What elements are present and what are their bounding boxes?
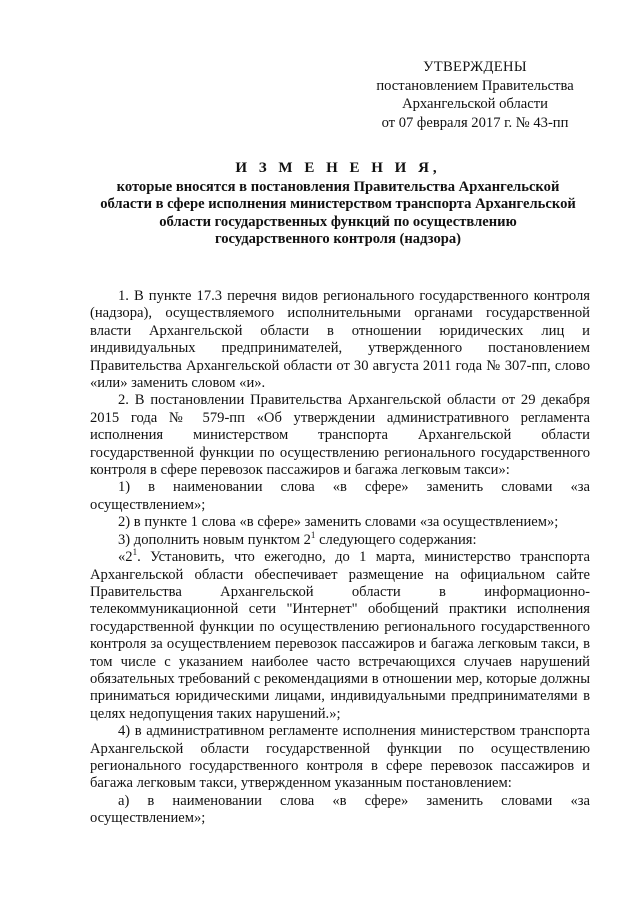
paragraph-2: 2. В постановлении Правительства Архангельской области от 29 декабря 2015 года № 579-пп «Об утверждении административного регламента исполнения министерством транспорта Архангельской области государственной функции по осуществлению регионального государственного контроля в сфере перевозок пассажиров и багажа легковым такси»: bbox=[90, 392, 590, 479]
document-title bbox=[86, 160, 590, 249]
paragraph-5-superscript: 1 bbox=[310, 529, 316, 540]
paragraph-5-text: 3) дополнить новым пунктом 2 bbox=[118, 531, 311, 548]
title-heading: И З М Е Н Е Н И Я, bbox=[235, 160, 441, 176]
title-line-2: области в сфере исполнения министерством транспорта Архангельской bbox=[100, 196, 576, 212]
paragraph-6 bbox=[90, 549, 590, 723]
title-line-3: области государственных функций по осуществлению bbox=[159, 213, 517, 230]
document-body bbox=[90, 288, 590, 828]
paragraph-3: 1) в наименовании слова «в сфере» заменить словами «за осуществлением»; bbox=[90, 479, 590, 513]
approval-stamp bbox=[365, 58, 585, 132]
paragraph-4: 2) в пункте 1 слова «в сфере» заменить словами «за осуществлением»; bbox=[118, 514, 559, 531]
title-line-4: государственного контроля (надзора) bbox=[214, 231, 462, 247]
paragraph-6-text-end: . Установить, что ежегодно, до 1 марта, министерство транспорта Архангельской области обеспечивает размещение на официальном сайте Правительства Архангельской области в информационно-телекоммуникационной сети "Интернет" обобщений практики исполнения государственной функции по осуществлению регионального государственного контроля за осуществлением перевозок пассажиров и багажа легковым такси, в том числе с указанием наиболее часто встречающихся случаев нарушений обязательных требований с рекомендациями в отношении мер, которые должны приниматься юридическими лицами, индивидуальными предпринимателями в целях недопущения таких нарушений.»; bbox=[90, 549, 590, 722]
paragraph-1: 1. В пункте 17.3 перечня видов регионального государственного контроля (надзора), осуществляемого исполнительными органами государственной власти Архангельской области в отношении юридических лиц и индивидуальных предпринимателей, утвержденного постановлением Правительства Архангельской области от 30 августа 2011 года № 307-пп, слово «или» заменить словом «и». bbox=[90, 288, 590, 392]
approval-line-3: от 07 февраля 2017 г. № 43-пп bbox=[381, 114, 569, 131]
paragraph-6-superscript: 1 bbox=[132, 547, 138, 558]
approval-line-1: постановлением Правительства bbox=[376, 77, 574, 94]
approval-line-2: Архангельской области bbox=[402, 96, 548, 112]
title-line-1: которые вносятся в постановления Правительства Архангельской bbox=[116, 178, 560, 195]
paragraph-6-text: «2 bbox=[118, 549, 133, 566]
paragraph-5 bbox=[90, 529, 590, 549]
approval-heading: УТВЕРЖДЕНЫ bbox=[423, 59, 527, 75]
paragraph-7: 4) в административном регламенте исполнения министерством транспорта Архангельской области государственной функции по осуществлению регионального государственного контроля в сфере перевозок пассажиров и багажа легковым такси, утвержденном указанным постановлением: bbox=[90, 723, 590, 792]
paragraph-8: а) в наименовании слова «в сфере» заменить словами «за осуществлением»; bbox=[90, 792, 590, 827]
paragraph-5-text-end: следующего содержания: bbox=[315, 531, 477, 548]
